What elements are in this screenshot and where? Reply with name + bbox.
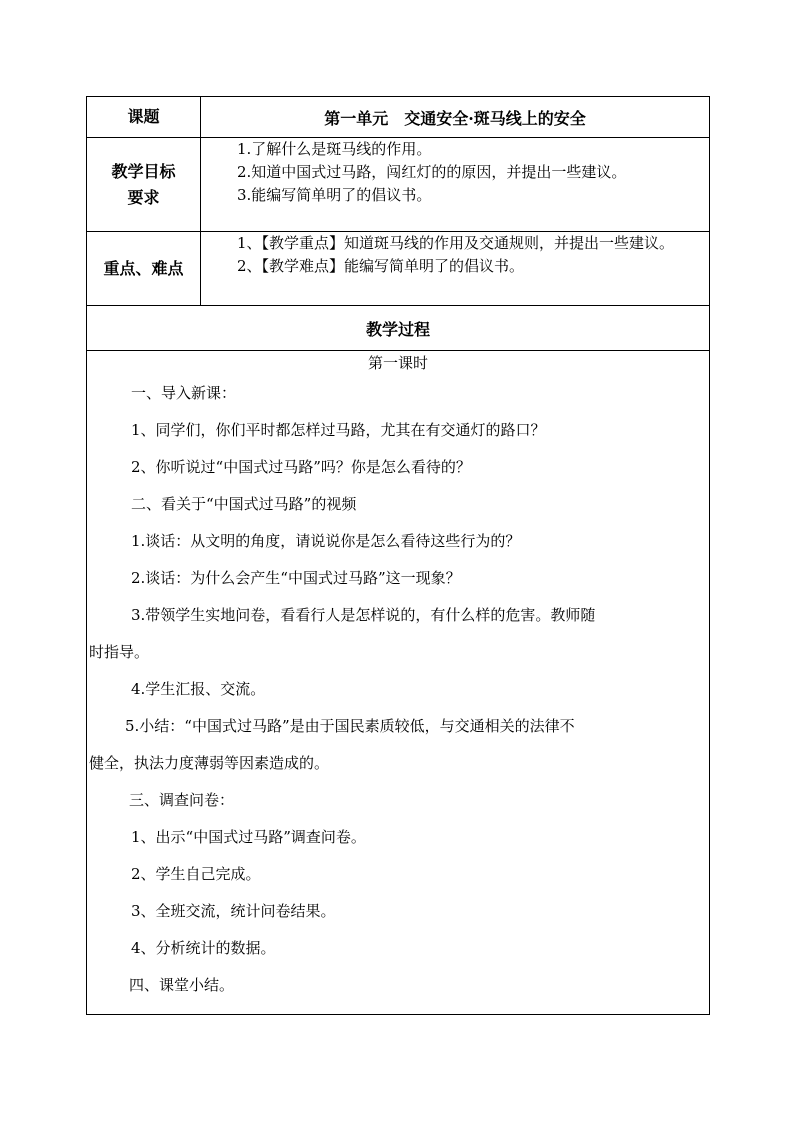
goals-label (87, 138, 201, 232)
goal-item-2: 2.知道中国式过马路，闯红灯的的原因，并提出一些建议。 (237, 163, 627, 181)
section-heading-2: 二、看关于“中国式过马路”的视频 (131, 495, 357, 513)
section-heading-3: 三、调查问卷： (129, 791, 235, 809)
lesson-plan-table (86, 96, 710, 1015)
keys-content (201, 232, 710, 306)
lesson-lines (87, 375, 709, 1004)
process-heading: 教学过程 (87, 306, 710, 351)
section-heading-1: 一、导入新课： (131, 384, 237, 402)
goals-row (87, 138, 710, 232)
goal-item-3: 3.能编写简单明了的倡议书。 (237, 186, 432, 204)
keys-label: 重点、难点 (87, 232, 201, 306)
list-item: 1、同学们，你们平时都怎样过马路，尤其在有交通灯的路口？ (131, 421, 546, 439)
goals-label-text: 教学目标要求 (111, 161, 176, 207)
keys-row (87, 232, 710, 306)
list-item-continuation: 健全，执法力度薄弱等因素造成的。 (89, 754, 330, 772)
lesson-title: 第一课时 (367, 354, 428, 372)
list-item: 3、全班交流，统计问卷结果。 (131, 902, 336, 920)
key-item-2: 2、【教学难点】能编写简单明了的倡议书。 (237, 257, 525, 275)
list-item: 2、学生自己完成。 (131, 865, 261, 883)
list-item: 4.学生汇报、交流。 (131, 680, 266, 698)
title-row (87, 97, 710, 138)
process-body-row (87, 351, 710, 1015)
list-item: 2.谈话：为什么会产生“中国式过马路”这一现象？ (131, 569, 461, 587)
list-item: 3.带领学生实地问卷，看看行人是怎样说的，有什么样的危害。教师随 (131, 606, 596, 624)
title-value: 第一单元 交通安全·斑马线上的安全 (201, 97, 710, 138)
list-item-continuation: 时指导。 (89, 643, 150, 661)
list-item: 1.谈话：从文明的角度，请说说你是怎么看待这些行为的？ (131, 532, 521, 550)
list-item: 5.小结：“中国式过马路”是由于国民素质较低，与交通相关的法律不 (125, 717, 575, 735)
goal-item-1: 1.了解什么是斑马线的作用。 (237, 140, 432, 158)
list-item: 4、分析统计的数据。 (131, 939, 276, 957)
key-item-1: 1、【教学重点】知道斑马线的作用及交通规则，并提出一些建议。 (237, 234, 675, 252)
title-label: 课题 (87, 97, 201, 138)
goals-content (201, 138, 710, 232)
process-body (87, 351, 710, 1015)
list-item: 2、你听说过“中国式过马路”吗？你是怎么看待的？ (131, 458, 471, 476)
list-item: 1、出示“中国式过马路”调查问卷。 (131, 828, 366, 846)
section-heading-4: 四、课堂小结。 (129, 976, 235, 994)
process-heading-row (87, 306, 710, 351)
